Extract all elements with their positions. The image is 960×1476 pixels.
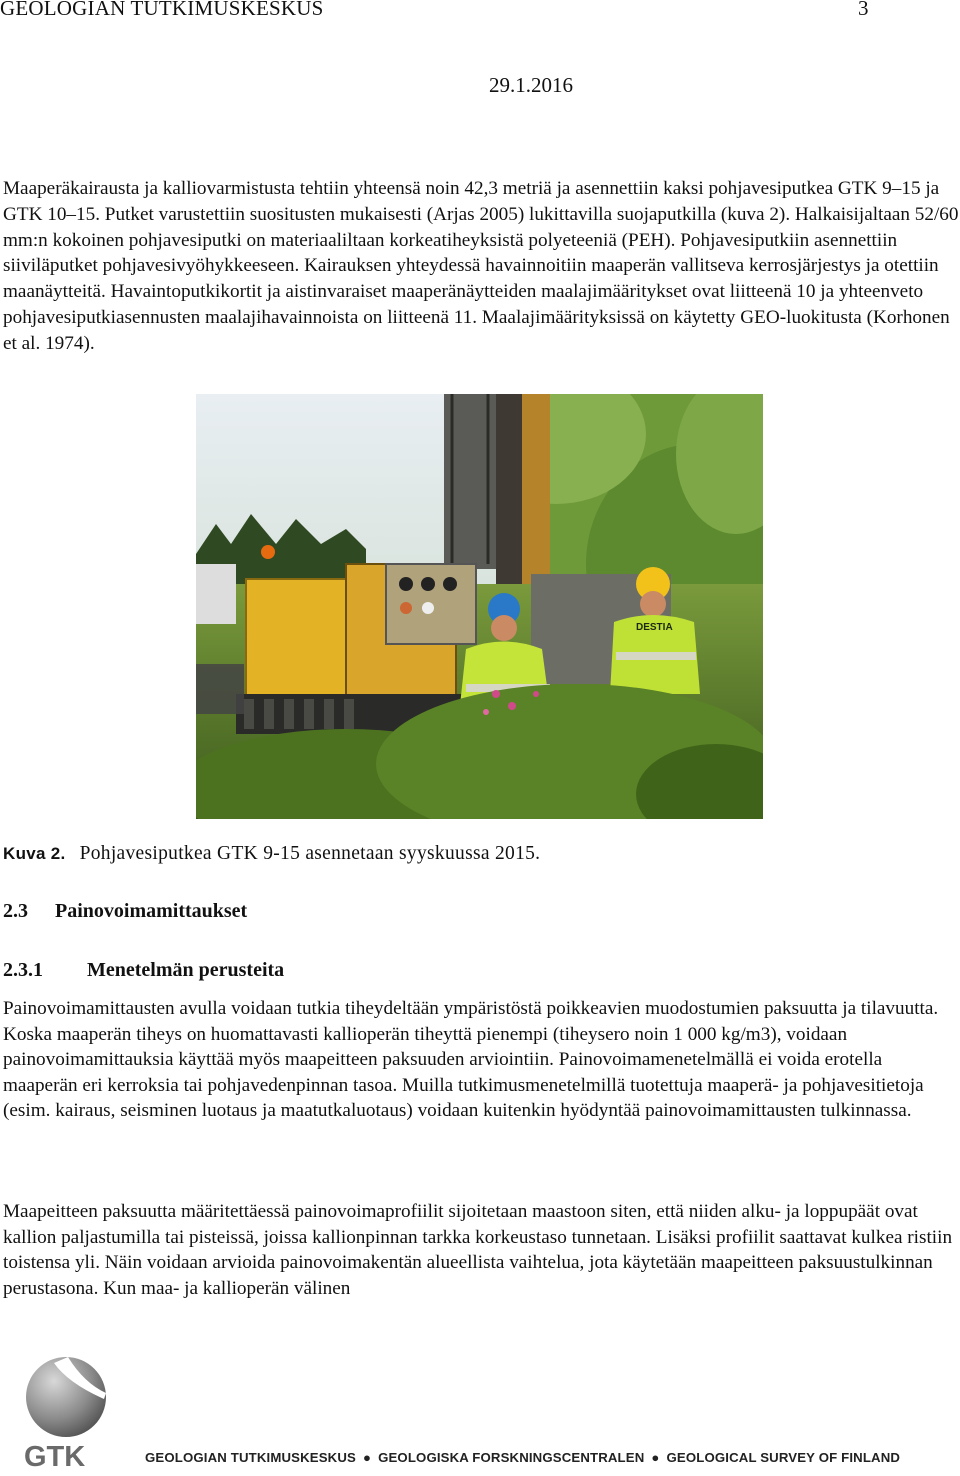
- document-date: 29.1.2016: [489, 73, 573, 97]
- footer-institution-names: [145, 1450, 900, 1465]
- subsection-number: 2.3.1: [3, 959, 43, 981]
- paragraph-gravity-profiles: Maapeitteen paksuutta määritettäessä painovoimaprofiilit sijoitetaan maastoon siten, että niiden alku- ja loppupäät ovat kallion paljastumilla tai pisteissä, joissa kallionpinnan tarkka korkeustaso tunnetaan. Lisäksi profiilit saattavat kulkea ristiin toistensa yli. Näin voidaan arvioida painovoimakentän alueellista vaihtelua, jota käytetään maapeitteen paksuustulkinnan perustasona. Kun maa- ja kallioperän välinen: [3, 1201, 953, 1299]
- footer-separator: ●: [362, 1450, 372, 1465]
- section-number: 2.3: [3, 900, 28, 922]
- header-organization: GEOLOGIAN TUTKIMUSKESKUS: [0, 0, 324, 20]
- paragraph-gravity-method: Painovoimamittausten avulla voidaan tutkia tiheydeltään ympäristöstä poikkeavien muodostumien paksuutta ja tilavuutta. Koska maaperän tiheys on huomattavasti kallioperän tiheyttä pienempi (tiheysero noin 1 000 kg/m3), voidaan painovoimamittauksia käyttää myös maapeitteen paksuuden arviointiin. Painovoimamenetelmällä ei voida erotella maaperän eri kerroksia tai pohjavedenpinnan tasoa. Muilla tutkimusmenetelmillä tuotettuja maaperä- ja pohjavesitietoja (esim. kairaus, seisminen luotaus ja maatutkaluotaus) voidaan kuitenkin hyödyntää painovoimamittausten tulkinnassa.: [3, 998, 939, 1122]
- gtk-logo-icon: [24, 1353, 114, 1471]
- drilling-rig-photo: [196, 394, 763, 819]
- footer-separator: ●: [651, 1450, 660, 1465]
- figure-caption: [3, 843, 540, 865]
- logo-text: GTK: [24, 1441, 86, 1471]
- caption-text: Pohjavesiputkea GTK 9-15 asennetaan syyskuussa 2015.: [79, 843, 541, 864]
- gtk-logo: [24, 1353, 114, 1471]
- paragraph-drilling: Maaperäkairausta ja kalliovarmistusta tehtiin yhteensä noin 42,3 metriä ja asennettiin kaksi pohjavesiputkea GTK 9–15 ja GTK 10–15. Putket varustettiin suositusten mukaisesti (Arjas 2005) lukittavilla suojaputkilla (kuva 2). Halkaisijaltaan 52/60 mm:n kokoinen pohjavesiputki on materiaaliltaan korkeatiheyksistä polyeteeniä (PEH). Pohjavesiputkiin asennettiin siiviläputket pohjavesivyöhykkeeseen. Kairauksen yhteydessä havainnoitiin maaperän vallitseva kerrosjärjestys ja otettiin maanäytteitä. Havaintoputkikortit ja aistinvaraiset maaperänäytteiden maalajimääritykset ovat liitteenä 10 ja yhteenveto pohjavesiputkiasennusten maalajihavainnoista on liitteenä 11. Maalajimäärityksissä on käytetty GEO-luokitusta (Korhonen et al. 1974).: [3, 178, 959, 354]
- subsection-heading-2-3-1: [3, 959, 284, 982]
- section-title: Painovoimamittaukset: [55, 900, 248, 922]
- vest-logo-text: DESTIA: [636, 622, 673, 633]
- section-heading-2-3: [3, 900, 247, 923]
- figure-drilling-photo: [196, 394, 763, 819]
- footer-name-sv: GEOLOGISKA FORSKNINGSCENTRALEN: [378, 1450, 645, 1465]
- footer-name-en: GEOLOGICAL SURVEY OF FINLAND: [666, 1450, 901, 1465]
- caption-label: Kuva 2.: [3, 844, 66, 863]
- page-number: 3: [858, 0, 869, 20]
- footer-name-fi: GEOLOGIAN TUTKIMUSKESKUS: [145, 1450, 356, 1465]
- subsection-title: Menetelmän perusteita: [87, 959, 285, 981]
